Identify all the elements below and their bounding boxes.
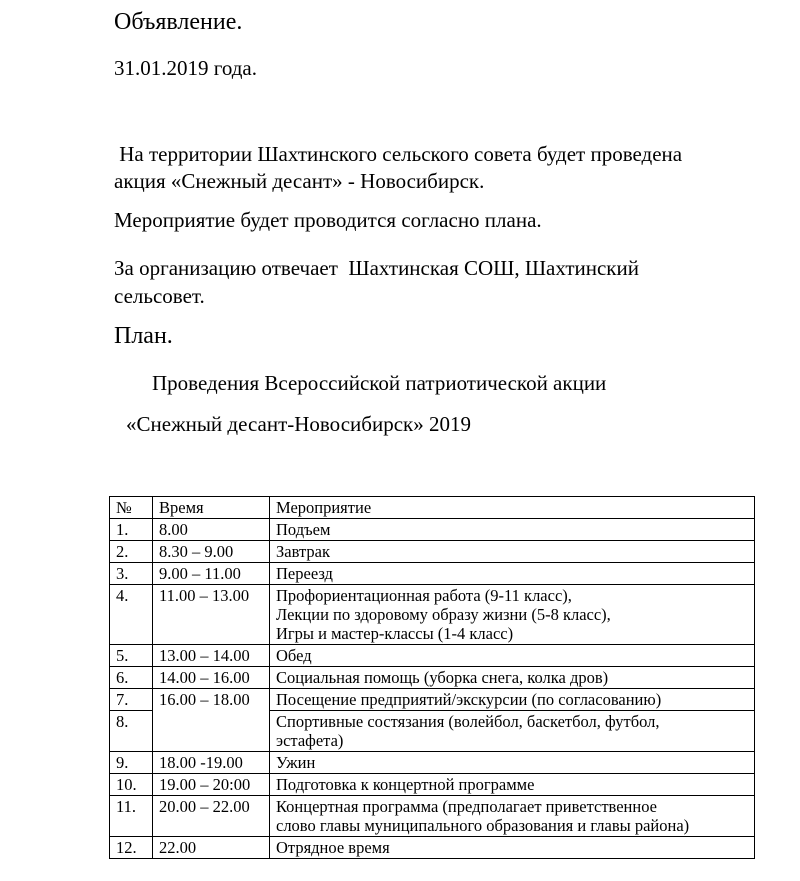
row-event	[270, 585, 755, 645]
table-row	[110, 667, 755, 689]
row-time: 13.00 – 14.00	[153, 645, 270, 667]
plan-subtitle-line1: Проведения Всероссийской патриотической акции	[152, 371, 607, 395]
row-event	[270, 752, 755, 774]
event-line: Подготовка к концертной программе	[276, 775, 535, 794]
header-event: Мероприятие	[270, 497, 755, 519]
row-number: 4.	[110, 585, 153, 645]
paragraph-territory	[114, 141, 754, 195]
row-time: 19.00 – 20:00	[153, 774, 270, 796]
event-line: Отрядное время	[276, 838, 390, 857]
plan-title: План.	[114, 323, 173, 349]
row-number: 7.	[110, 689, 153, 711]
announcement-date: 31.01.2019 года.	[114, 56, 257, 80]
row-number: 1.	[110, 519, 153, 541]
paragraph-line: На территории Шахтинского сельского совета будет проведена	[114, 142, 683, 166]
table-row	[110, 519, 755, 541]
row-number: 12.	[110, 837, 153, 859]
table-row	[110, 837, 755, 859]
row-number: 3.	[110, 563, 153, 585]
table-row	[110, 752, 755, 774]
row-time: 9.00 – 11.00	[153, 563, 270, 585]
table-row	[110, 796, 755, 837]
event-line: Посещение предприятий/экскурсии (по согласованию)	[276, 690, 662, 709]
header-number: №	[110, 497, 153, 519]
row-event	[270, 774, 755, 796]
table-row	[110, 774, 755, 796]
table-row	[110, 689, 755, 711]
row-time: 22.00	[153, 837, 270, 859]
event-line: Игры и мастер-классы (1-4 класс)	[276, 624, 514, 643]
table-header-row	[110, 497, 755, 519]
paragraph-line: сельсовет.	[114, 284, 205, 308]
row-number: 6.	[110, 667, 153, 689]
row-time: 20.00 – 22.00	[153, 796, 270, 837]
row-time: 16.00 – 18.00	[153, 689, 270, 752]
row-time: 8.00	[153, 519, 270, 541]
row-time: 11.00 – 13.00	[153, 585, 270, 645]
event-line: слово главы муниципального образования и главы района)	[276, 816, 690, 835]
row-number: 10.	[110, 774, 153, 796]
event-line: Обед	[276, 646, 312, 665]
row-event	[270, 519, 755, 541]
table-row	[110, 585, 755, 645]
row-number: 5.	[110, 645, 153, 667]
row-time: 8.30 – 9.00	[153, 541, 270, 563]
table-row	[110, 645, 755, 667]
event-line: Ужин	[276, 753, 316, 772]
row-event	[270, 796, 755, 837]
row-event	[270, 837, 755, 859]
paragraph-line: акция «Снежный десант» - Новосибирск.	[114, 169, 485, 193]
row-event	[270, 689, 755, 711]
row-number: 11.	[110, 796, 153, 837]
event-line: Лекции по здоровому образу жизни (5-8 класс),	[276, 605, 611, 624]
row-event	[270, 563, 755, 585]
row-number: 2.	[110, 541, 153, 563]
event-line: Завтрак	[276, 542, 330, 561]
schedule-table	[109, 496, 755, 859]
event-line: Спортивные состязания (волейбол, баскетбол, футбол,	[276, 712, 660, 731]
row-event	[270, 711, 755, 752]
event-line: Подъем	[276, 520, 331, 539]
row-number: 8.	[110, 711, 153, 752]
paragraph-line: За организацию отвечает Шахтинская СОШ, Шахтинский	[114, 256, 639, 280]
event-line: Социальная помощь (уборка снега, колка дров)	[276, 668, 609, 687]
announcement-heading: Объявление.	[114, 9, 243, 35]
paragraph-organizer	[114, 254, 734, 310]
header-time: Время	[153, 497, 270, 519]
row-time: 14.00 – 16.00	[153, 667, 270, 689]
row-event	[270, 645, 755, 667]
table-row	[110, 563, 755, 585]
event-line: эстафета)	[276, 731, 344, 750]
plan-subtitle-line2: «Снежный десант-Новосибирск» 2019	[126, 412, 471, 436]
row-number: 9.	[110, 752, 153, 774]
event-line: Концертная программа (предполагает приветственное	[276, 797, 657, 816]
table-row	[110, 541, 755, 563]
row-event	[270, 667, 755, 689]
paragraph-plan-note: Мероприятие будет проводится согласно плана.	[114, 208, 542, 232]
event-line: Профориентационная работа (9-11 класс),	[276, 586, 572, 605]
event-line: Переезд	[276, 564, 333, 583]
row-event	[270, 541, 755, 563]
row-time: 18.00 -19.00	[153, 752, 270, 774]
